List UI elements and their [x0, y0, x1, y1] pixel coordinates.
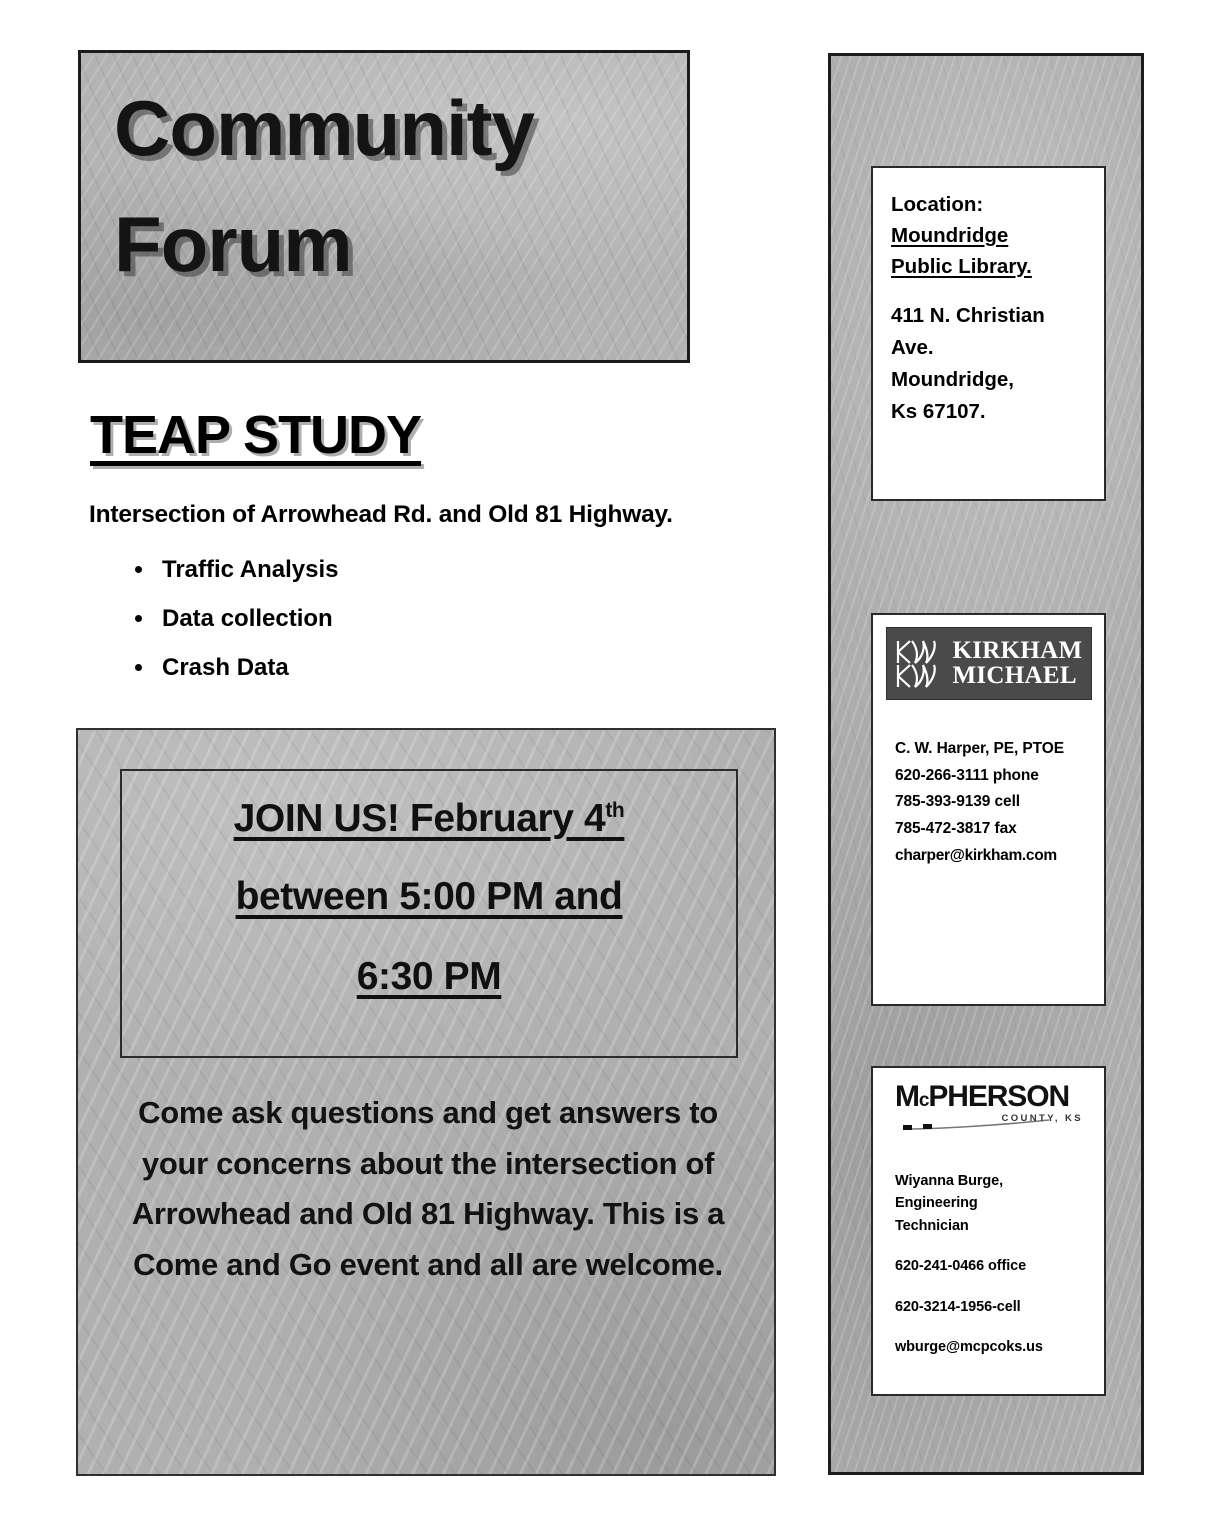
kirkham-wordmark — [953, 639, 1083, 688]
list-item: • Crash Data — [156, 654, 339, 682]
mcpherson-office-phone: 620-241-0466 office — [895, 1258, 1027, 1275]
ordinal-suffix: th — [605, 799, 625, 822]
location-address-line-3: Moundridge, — [891, 367, 1014, 391]
kirkham-email: charper@kirkham.com — [895, 846, 1057, 864]
location-card — [871, 166, 1106, 501]
kirkham-cell: 785-393-9139 cell — [895, 793, 1020, 811]
location-label: Location: — [891, 193, 984, 216]
list-item: • Traffic Analysis — [156, 556, 339, 584]
mcpherson-wordmark-c: c — [918, 1090, 929, 1111]
study-bullet-list — [120, 556, 339, 703]
location-venue-line-1: Moundridge — [891, 223, 1009, 247]
location-address-line-1: 411 N. Christian — [891, 304, 1045, 328]
title-banner — [78, 50, 690, 363]
mcpherson-wordmark — [895, 1082, 1085, 1112]
kirkham-phone: 620-266-3111 phone — [895, 766, 1039, 784]
join-us-time-text-2: 6:30 PM — [356, 955, 502, 998]
join-us-box — [120, 769, 738, 1058]
event-panel — [76, 728, 776, 1476]
mcpherson-county-logo — [895, 1082, 1085, 1144]
sidebar-panel — [828, 53, 1144, 1475]
location-address-line-4: Ks 67107. — [891, 399, 986, 423]
mcpherson-wordmark-rest: PHERSON — [928, 1080, 1070, 1113]
location-address-line-2: Ave. — [891, 336, 934, 360]
kirkham-michael-card — [871, 613, 1106, 1006]
mcpherson-cell-phone: 620-3214-1956-cell — [895, 1298, 1021, 1315]
mcpherson-email: wburge@mcpcoks.us — [895, 1339, 1043, 1356]
mcpherson-contact-title-1: Engineering — [895, 1195, 978, 1212]
title-line-1: Community — [114, 84, 534, 172]
join-us-time-line-1 — [122, 875, 736, 919]
kirkham-wordmark-line-2: MICHAEL — [952, 661, 1077, 689]
list-item: • Data collection — [156, 605, 339, 633]
kirkham-contact-block — [873, 736, 1104, 869]
kirkham-contact-name: C. W. Harper, PE, PTOE — [895, 740, 1064, 757]
mcpherson-contact-title-2: Technician — [895, 1217, 969, 1234]
mcpherson-wordmark-m: M — [895, 1080, 919, 1113]
event-description: Come ask questions and get answers to your concerns about the intersection of Arrowhead and Old 81 Highway. This is a Come and Go event and all are welcome. — [131, 1095, 725, 1282]
km-monogram-icon — [893, 637, 951, 691]
join-us-time-line-2 — [122, 955, 736, 999]
mcpherson-contact-block — [873, 1170, 1104, 1359]
location-venue-line-2: Public Library. — [891, 254, 1032, 278]
join-us-time-text-1: between 5:00 PM and — [235, 875, 623, 918]
kirkham-michael-logo — [886, 627, 1092, 700]
kirkham-wordmark-line-1: KIRKHAM — [952, 637, 1083, 664]
study-heading: TEAP STUDY — [90, 405, 422, 465]
mcpherson-county-subtext: COUNTY, KS — [1001, 1113, 1083, 1124]
mcpherson-contact-name: Wiyanna Burge, — [895, 1173, 1004, 1189]
mcpherson-county-card — [871, 1066, 1106, 1396]
study-subtitle: Intersection of Arrowhead Rd. and Old 81 Highway. — [89, 501, 673, 528]
kirkham-fax: 785-472-3817 fax — [895, 819, 1017, 837]
join-us-date-line — [122, 797, 736, 841]
join-us-date-text: JOIN US! February 4 — [233, 797, 606, 840]
title-line-2: Forum — [114, 200, 352, 288]
